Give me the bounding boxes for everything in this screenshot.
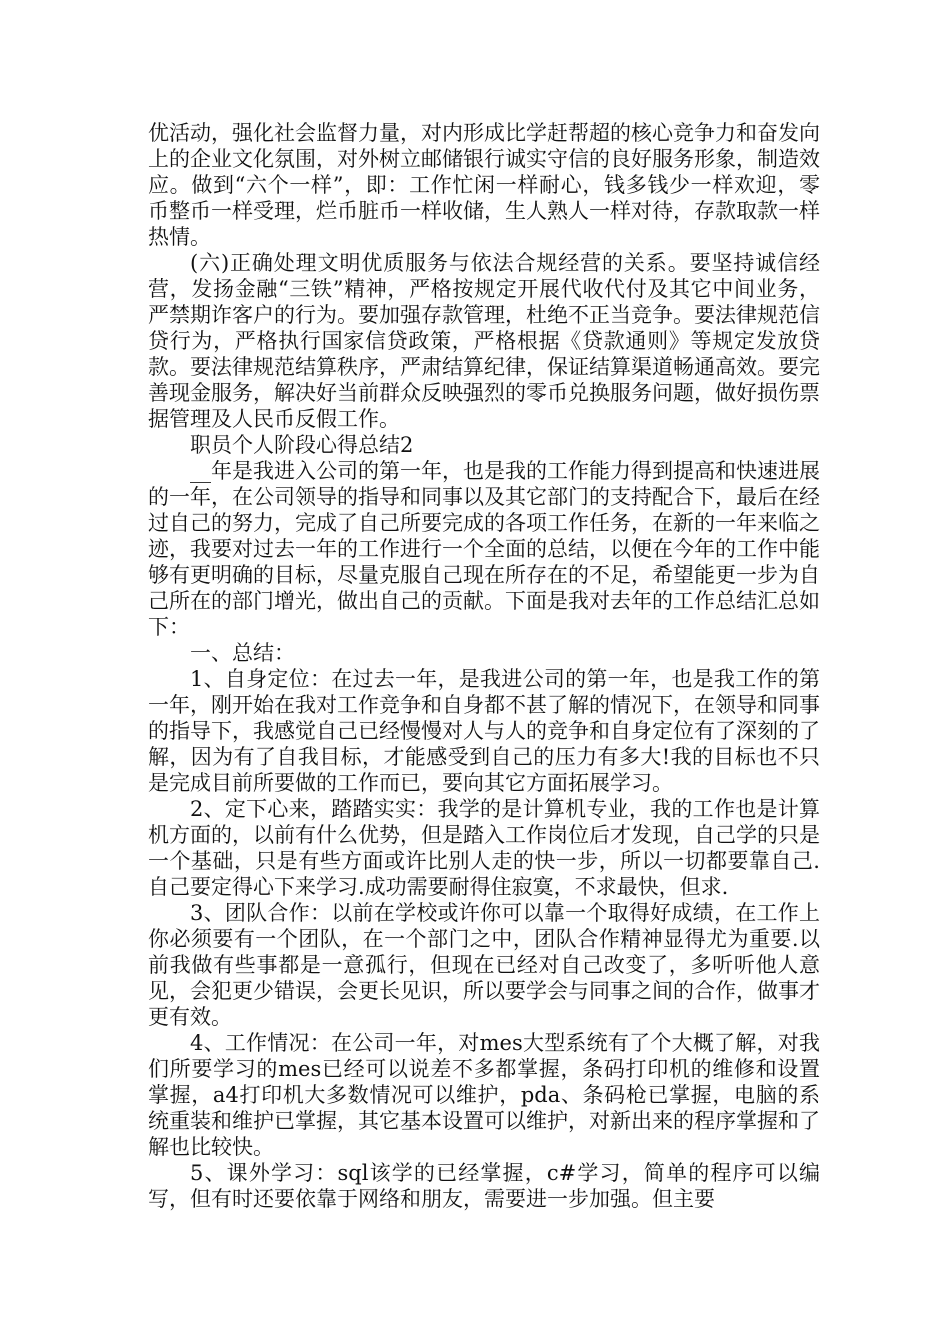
paragraph-service-culture: 优活动，强化社会监督力量，对内形成比学赶帮超的核心竞争力和奋发向上的企业文化氛围，对外树立邮储银行诚实守信的良好服务形象，制造效应。做到“六个一样”，即：工作忙闲一样耐心，钱多钱少一样欢迎，零币整币一样受理，烂币脏币一样收储，生人熟人一样对待，存款取款一样热情。	[148, 121, 820, 249]
paragraph-compliance-section: (六)正确处理文明优质服务与依法合规经营的关系。要坚持诚信经营，发扬金融“三铁”精神，严格按规定开展代收代付及其它中间业务，严禁期诈客户的行为。要加强存款管理，杜绝不正当竞争。要法律规范信贷行为，严格执行国家信贷政策，严格根据《贷款通则》等规定发放贷款。要法律规范结算秩序，严肃结算纪律，保证结算渠道畅通高效。要完善现金服务，解决好当前群众反映强烈的零币兑换服务问题，做好损伤票据管理及人民币反假工作。	[148, 251, 820, 431]
paragraph-extra-learning: 5、课外学习：sql该学的已经掌握，c#学习，简单的程序可以编写，但有时还要依靠于网络和朋友，需要进一步加强。但主要	[148, 1161, 820, 1211]
paragraph-intro: __年是我进入公司的第一年，也是我的工作能力得到提高和快速进展的一年，在公司领导的指导和同事以及其它部门的支持配合下，最后在经过自己的努力，完成了自己所要完成的各项工作任务，在新的一年来临之迹，我要对过去一年的工作进行一个全面的总结，以便在今年的工作中能够有更明确的目标，尽量克服自己现在所存在的不足，希望能更一步为自己所在的部门增光，做出自己的贡献。下面是我对去年的工作总结汇总如下：	[148, 459, 820, 639]
section-title: 职员个人阶段心得总结2	[190, 433, 414, 457]
paragraph-teamwork: 3、团队合作：以前在学校或许你可以靠一个取得好成绩，在工作上你必须要有一个团队，在一个部门之中，团队合作精神显得尤为重要.以前我做有些事都是一意孤行，但现在已经对自己改变了，多听听他人意见，会犯更少错误，会更长见识，所以要学会与同事之间的合作，做事才更有效。	[148, 901, 820, 1029]
paragraph-work-status: 4、工作情况：在公司一年，对mes大型系统有了个大概了解，对我们所要学习的mes已经可以说差不多都掌握，条码打印机的维修和设置掌握，a4打印机大多数情况可以维护，pda、条码枪已掌握，电脑的系统重装和维护已掌握，其它基本设置可以维护，对新出来的程序掌握和了解也比较快。	[148, 1031, 820, 1159]
paragraph-self-positioning: 1、自身定位：在过去一年，是我进公司的第一年，也是我工作的第一年，刚开始在我对工作竞争和自身都不甚了解的情况下，在领导和同事的指导下，我感觉自己已经慢慢对人与人的竞争和自身定位有了深刻的了解，因为有了自我目标，才能感受到自己的压力有多大!我的目标也不只是完成目前所要做的工作而已，要向其它方面拓展学习。	[148, 667, 820, 795]
document-page	[148, 120, 820, 1212]
subheading-summary: 一、总结：	[190, 641, 295, 665]
paragraph-steady-work: 2、定下心来，踏踏实实：我学的是计算机专业，我的工作也是计算机方面的，以前有什么优势，但是踏入工作岗位后才发现，自己学的只是一个基础，只是有些方面或许比别人走的快一步，所以一切都要靠自己.自己要定得心下来学习.成功需要耐得住寂寞，不求最快，但求.	[148, 797, 820, 899]
